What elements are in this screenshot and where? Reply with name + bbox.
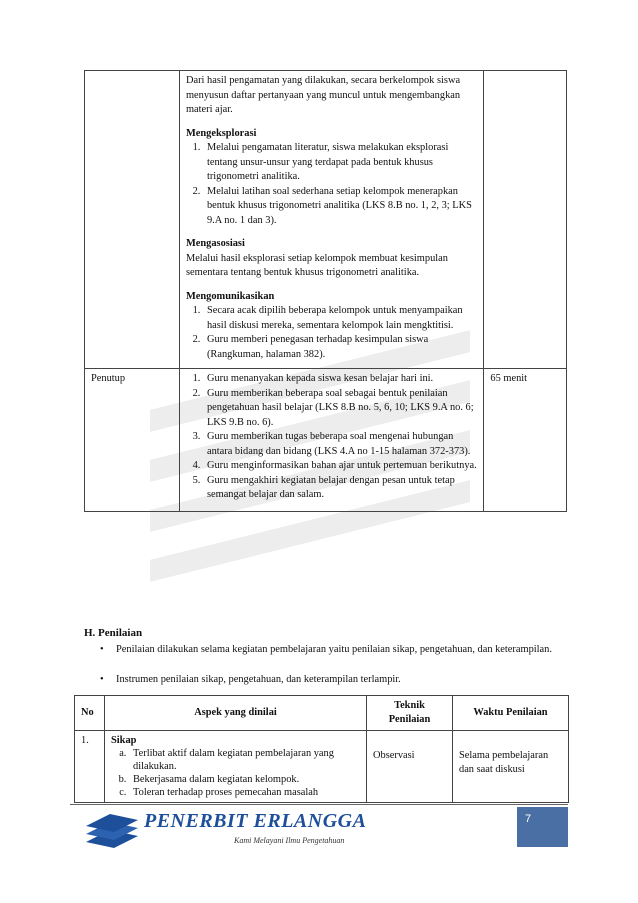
time-value: 65 menit (484, 369, 567, 512)
list-item: a. Terlibat aktif dalam kegiatan pembelajaran yang dilakukan. (129, 747, 360, 773)
aspect-list (111, 747, 360, 799)
list-item: 1. Guru menanyakan kepada siswa kesan belajar hari ini. (203, 372, 477, 387)
bullet-icon: • (100, 674, 104, 685)
list-eksplorasi (186, 141, 477, 228)
section-title-eksplorasi: Mengeksplorasi (185, 127, 257, 139)
waktu-value: Selama pembelajaran dan saat diskusi (453, 731, 569, 803)
list-komunikasi (186, 304, 477, 362)
list-item: 4. Guru menginformasikan bahan ajar untuk pertemuan berikutnya. (203, 459, 477, 474)
asosiasi-text: Melalui hasil eksplorasi setiap kelompok membuat kesimpulan sementara tentang bentuk khusus trigonometri analitika. (185, 252, 448, 278)
row-number: 1. (75, 731, 105, 803)
list-item: 5. Guru mengakhiri kegiatan belajar dengan pesan untuk tetap semangat belajar dan salam. (203, 474, 477, 503)
bullet-icon: • (100, 644, 104, 655)
list-item: 2. Melalui latihan soal sederhana setiap kelompok menerapkan bentuk khusus trigonometri analitika (LKS 8.B no. 1, 2, 3; LKS 9.A no. 1 dan 3). (203, 185, 477, 229)
col-header-aspek: Aspek yang dinilai (105, 696, 367, 731)
list-item: b. Bekerjasama dalam kegiatan kelompok. (129, 773, 360, 786)
table-header-row (75, 696, 569, 731)
publisher-logo (84, 810, 424, 852)
time-cell-empty (484, 71, 567, 369)
list-item: 3. Guru memberikan tugas beberapa soal mengenai hubungan antara bidang dan bidang (LKS 4.A no 1-15 halaman 372-373). (203, 430, 477, 459)
teknik-value: Observasi (367, 731, 453, 803)
table-row (85, 71, 567, 369)
table-row (75, 731, 569, 803)
book-stack-icon (84, 812, 140, 850)
intro-text: Dari hasil pengamatan yang dilakukan, secara berkelompok siswa menyusun daftar pertanyaan yang muncul untuk mengembangkan materi ajar. (185, 75, 461, 115)
section-heading-penilaian: H. Penilaian (84, 627, 143, 639)
activity-table (84, 70, 567, 512)
activity-cell (179, 71, 483, 369)
assessment-table (74, 695, 569, 803)
col-header-no: No (75, 696, 105, 731)
list-item: 1. Melalui pengamatan literatur, siswa melakukan eksplorasi tentang unsur-unsur yang terdapat pada bentuk khusus trigonometri analitika. (203, 141, 477, 185)
aspect-title: Sikap (111, 735, 137, 746)
brand-tagline: Kami Melayani Ilmu Pengetahuan (234, 836, 345, 845)
footer-divider (70, 804, 568, 805)
activity-cell (179, 369, 483, 512)
col-header-teknik: Teknik Penilaian (367, 696, 453, 731)
col-header-waktu: Waktu Penilaian (453, 696, 569, 731)
bullet-item: • Penilaian dilakukan selama kegiatan pembelajaran yaitu penilaian sikap, pengetahuan, dan keterampilan. (100, 644, 552, 655)
page-number: 7 (525, 813, 532, 825)
list-item: 2. Guru memberi penegasan terhadap kesimpulan siswa (Rangkuman, halaman 382). (203, 333, 477, 362)
brand-name: PENERBIT ERLANGGA (144, 810, 367, 832)
list-item: 2. Guru memberikan beberapa soal sebagai bentuk penilaian pengetahuan hasil belajar (LKS 8.B no. 5, 6, 10; LKS 9.A no. 6; LKS 9.B no. 6). (203, 387, 477, 431)
list-item: c. Toleran terhadap proses pemecahan masalah (129, 786, 360, 799)
stage-label: Penutup (85, 369, 180, 512)
stage-cell-empty (85, 71, 180, 369)
section-title-komunikasi: Mengomunikasikan (185, 290, 275, 302)
aspect-cell (105, 731, 367, 803)
list-item: 1. Secara acak dipilih beberapa kelompok untuk menyampaikan hasil diskusi mereka, sementara kelompok lain mengktitisi. (203, 304, 477, 333)
page-number-box (517, 807, 568, 847)
table-row (85, 369, 567, 512)
list-penutup (186, 372, 477, 503)
bullet-item: • Instrumen penilaian sikap, pengetahuan, dan keterampilan terlampir. (100, 674, 401, 685)
section-title-asosiasi: Mengasosiasi (185, 238, 245, 249)
